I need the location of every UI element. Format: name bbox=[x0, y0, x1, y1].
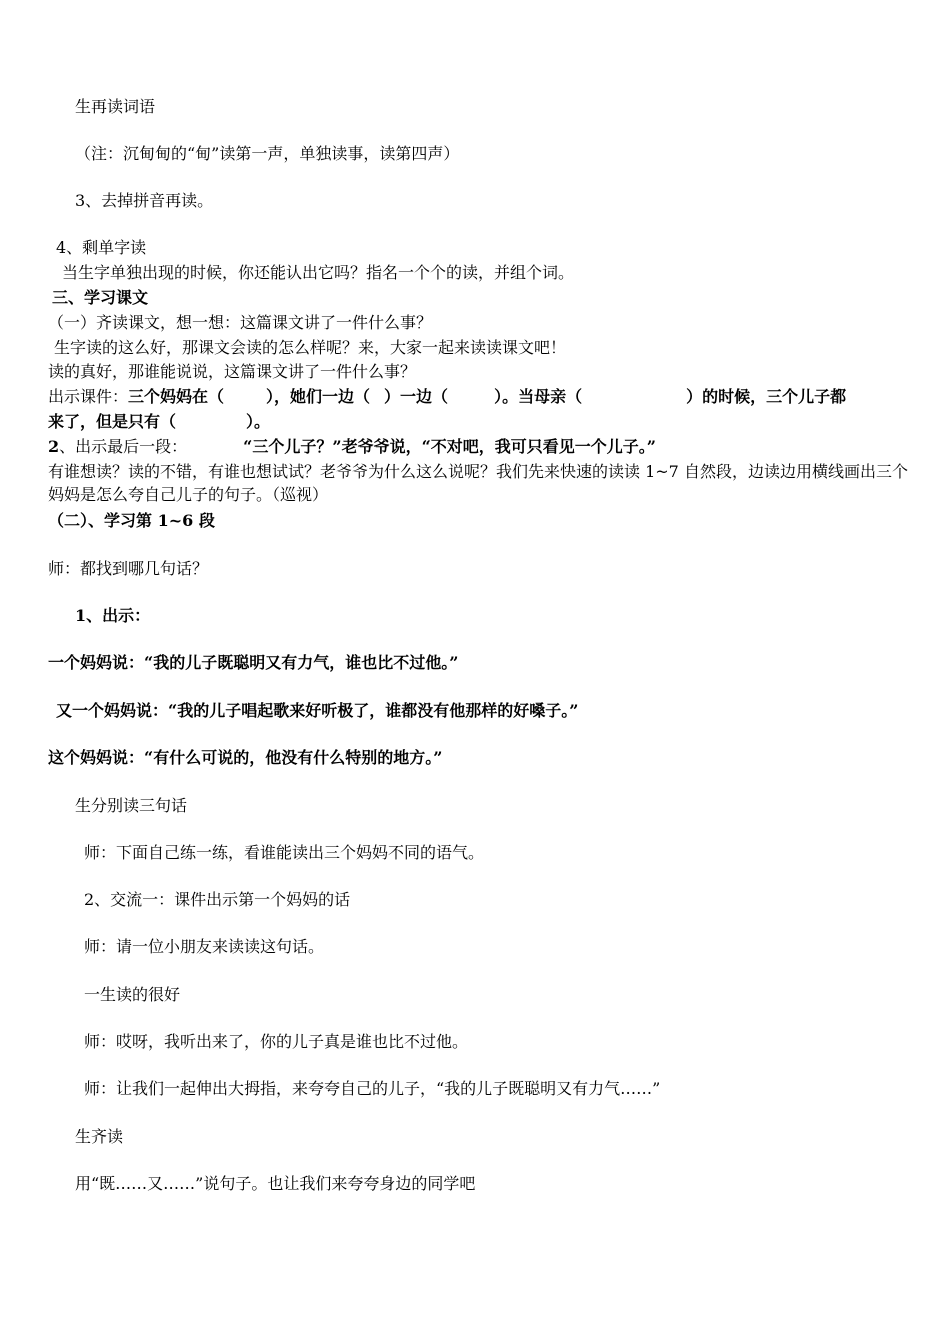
text-line: 3、去掉拼音再读。 bbox=[75, 191, 214, 210]
text-line: 师：请一位小朋友来读读这句话。 bbox=[84, 937, 325, 956]
text-span: 来了，但是只有（ bbox=[48, 412, 177, 431]
text-line: 2、交流一：课件出示第一个妈妈的话 bbox=[84, 890, 351, 909]
text-span: ）。当母亲（ bbox=[494, 387, 583, 406]
text-span: ）一边（ bbox=[384, 387, 449, 406]
paragraph: 有谁想读？读的不错，有谁也想试试？老爷爷为什么这么说呢？我们先来快速的读读 1~7 自然段，边读边用横线画出三个妈妈是怎么夸自己儿子的句子。（巡视） bbox=[48, 462, 908, 504]
fill-blank-line bbox=[48, 411, 910, 433]
text-line: 读的真好，那谁能说说，这篇课文讲了一件什么事？ bbox=[48, 362, 417, 381]
text-span: 出示课件： bbox=[48, 387, 129, 406]
text-line: 4、剩单字读 bbox=[56, 238, 147, 257]
quote-line: 这个妈妈说：“有什么可说的，他没有什么特别的地方。” bbox=[48, 748, 443, 767]
text-span: ）。 bbox=[246, 412, 271, 431]
text-span: ）的时候，三个儿子都 bbox=[686, 387, 847, 406]
text-span: 、出示最后一段： bbox=[59, 437, 188, 456]
text-line: 一生读的很好 bbox=[84, 985, 181, 1004]
text-span: 三个妈妈在（ bbox=[128, 387, 225, 406]
text-line: 生字读的这么好，那课文会读的怎么样呢？来，大家一起来读读课文吧！ bbox=[54, 338, 567, 357]
text-line bbox=[48, 436, 910, 458]
text-line: 用“既……又……”说句子。也让我们来夸夸身边的同学吧 bbox=[75, 1174, 476, 1193]
quote-line: 一个妈妈说：“我的儿子既聪明又有力气，谁也比不过他。” bbox=[48, 653, 459, 672]
note-line: （注：沉甸甸的“甸”读第一声，单独读事，读第四声） bbox=[75, 144, 460, 163]
text-line: 当生字单独出现的时候，你还能认出它吗？指名一个个的读，并组个词。 bbox=[62, 263, 575, 282]
text-span: ），她们一边（ bbox=[266, 387, 371, 406]
text-line: 师：下面自己练一练，看谁能读出三个妈妈不同的语气。 bbox=[84, 843, 485, 862]
text-span: 2 bbox=[48, 437, 60, 456]
fill-blank-line bbox=[48, 386, 910, 408]
text-line: 生分别读三句话 bbox=[75, 796, 188, 815]
text-line: 生齐读 bbox=[75, 1127, 124, 1146]
subsection-heading: （二）、学习第 1~6 段 bbox=[48, 511, 215, 530]
text-line: 师：让我们一起伸出大拇指，来夸夸自己的儿子，“我的儿子既聪明又有力气……” bbox=[84, 1079, 661, 1098]
subsection-heading: （一）齐读课文，想一想：这篇课文讲了一件什么事？ bbox=[48, 313, 433, 332]
text-line: 师：哎呀，我听出来了，你的儿子真是谁也比不过他。 bbox=[84, 1032, 469, 1051]
text-line: 生再读词语 bbox=[75, 97, 156, 116]
quote-line: 又一个妈妈说：“我的儿子唱起歌来好听极了，谁都没有他那样的好嗓子。” bbox=[56, 701, 579, 720]
section-heading: 三、学习课文 bbox=[52, 288, 149, 307]
text-span: “三个儿子？”老爷爷说，“不对吧，我可只看见一个儿子。” bbox=[243, 437, 656, 456]
text-line: 1、出示： bbox=[75, 606, 151, 625]
text-line: 师：都找到哪几句话？ bbox=[48, 559, 209, 578]
